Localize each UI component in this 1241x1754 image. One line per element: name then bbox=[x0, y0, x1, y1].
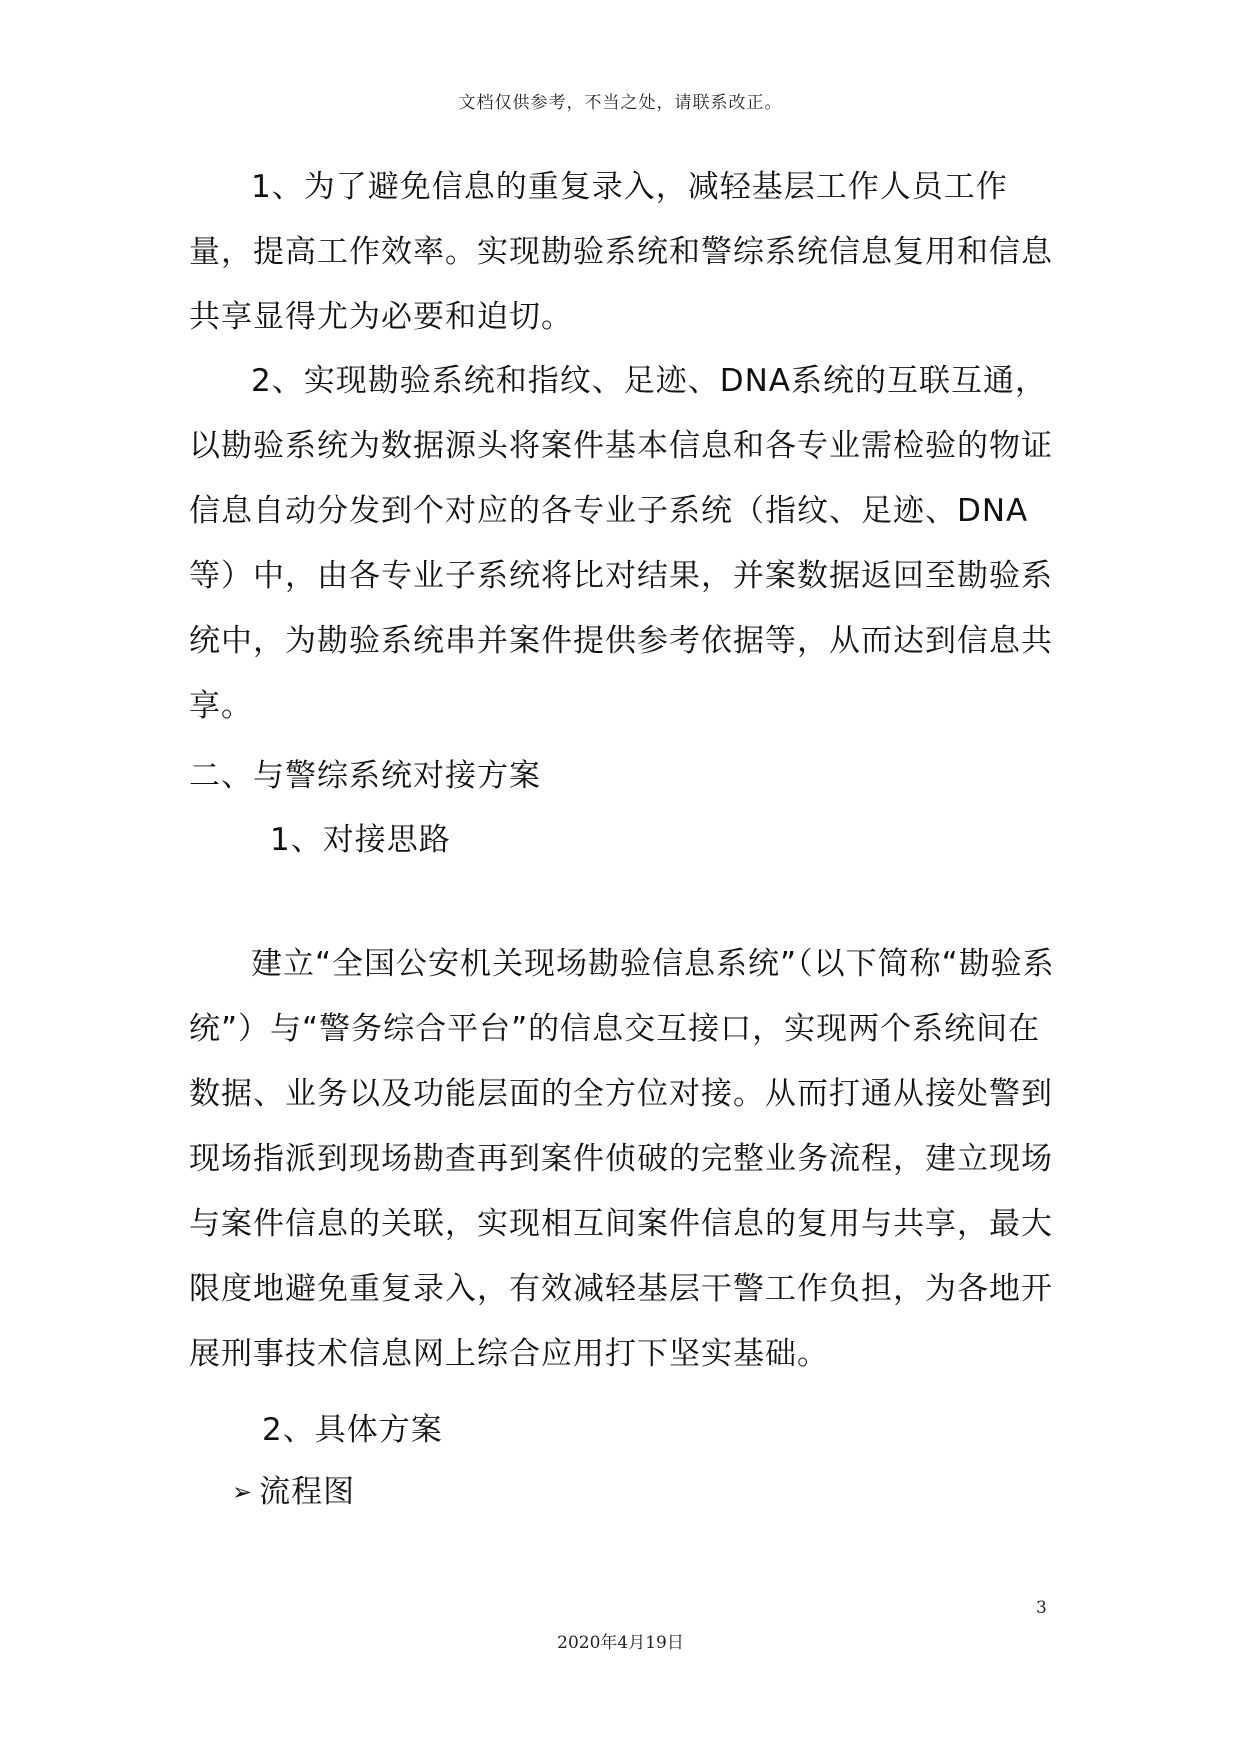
paragraph-block-3 bbox=[189, 932, 1055, 1387]
section-heading: 二、与警综系统对接方案 bbox=[189, 758, 541, 794]
header-note: 文档仅供参考，不当之处，请联系改正。 bbox=[458, 93, 783, 113]
paragraph-block-1 bbox=[189, 155, 1055, 350]
flowchart-bullet-item bbox=[232, 1460, 355, 1525]
paragraph-approach: 建立“全国公安机关现场勘验信息系统”（以下简称“勘验系统”）与“警务综合平台”的信息交互接口，实现两个系统间在数据、业务以及功能层面的全方位对接。从而打通从接处警到现场指派到现场勘查再到案件侦破的完整业务流程，建立现场与案件信息的关联，实现相互间案件信息的复用与共享，最大限度地避免重复录入，有效减轻基层干警工作负担，为各地开展刑事技术信息网上综合应用打下坚实基础。 bbox=[189, 946, 1055, 1372]
footer-date: 2020年4月19日 bbox=[557, 1633, 684, 1653]
page-number: 3 bbox=[1036, 1598, 1047, 1618]
paragraph-block-2 bbox=[189, 349, 1055, 739]
subheading-approach: 1、对接思路 bbox=[270, 822, 451, 858]
arrowhead-bullet-icon: ➢ bbox=[232, 1478, 254, 1506]
paragraph-item-2: 2、实现勘验系统和指纹、足迹、DNA系统的互联互通，以勘验系统为数据源头将案件基本信息和各专业需检验的物证信息自动分发到个对应的各专业子系统（指纹、足迹、DNA等）中，由各专业子系统将比对结果，并案数据返回至勘验系统中，为勘验系统串并案件提供参考依据等，从而达到信息共享。 bbox=[189, 363, 1053, 724]
paragraph-item-1: 1、为了避免信息的重复录入，减轻基层工作人员工作量，提高工作效率。实现勘验系统和警综系统信息复用和信息共享显得尤为必要和迫切。 bbox=[189, 169, 1053, 335]
flowchart-label: 流程图 bbox=[259, 1474, 356, 1510]
subheading-plan: 2、具体方案 bbox=[262, 1412, 443, 1448]
